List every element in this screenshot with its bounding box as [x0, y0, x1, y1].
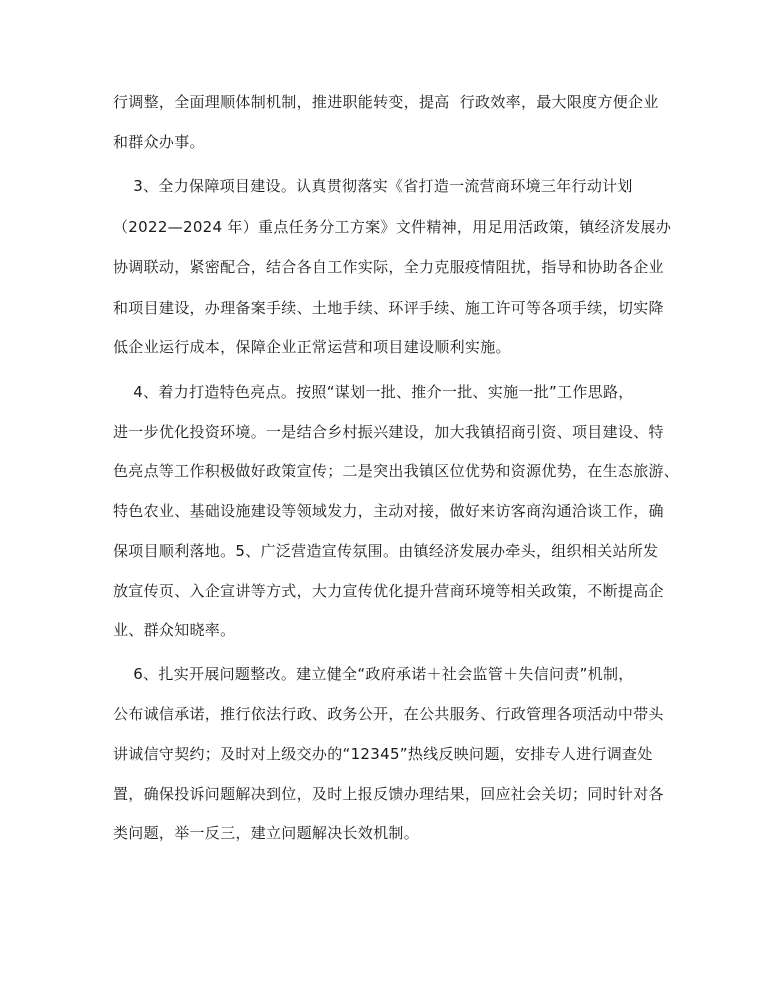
paragraph-line: 进一步优化投资环境。一是结合乡村振兴建设，加大我镇招商引资、项目建设、特	[113, 423, 664, 441]
paragraph-line: 3、全力保障项目建设。认真贯彻落实《省打造一流营商环境三年行动计划	[113, 177, 633, 195]
paragraph-line: 低企业运行成本，保障企业正常运营和项目建设顺利实施。	[113, 338, 511, 356]
paragraph-line: 行调整，全面理顺体制机制，推进职能转变，提高 行政效率，最大限度方便企业	[113, 93, 659, 111]
paragraph-line: 6、扎实开展问题整改。建立健全“政府承诺＋社会监管＋失信问责”机制，	[113, 665, 634, 683]
paragraph-line: 色亮点等工作积极做好政策宣传；二是突出我镇区位优势和资源优势，在生态旅游、	[113, 462, 680, 480]
paragraph-line: （2022—2024 年）重点任务分工方案》文件精神，用足用活政策，镇经济发展办	[113, 218, 672, 236]
paragraph-line: 4、着力打造特色亮点。按照“谋划一批、推介一批、实施一批”工作思路，	[113, 383, 634, 401]
paragraph-line: 业、群众知晓率。	[113, 621, 236, 639]
paragraph-line: 保项目顺利落地。5、广泛营造宣传氛围。由镇经济发展办牵头，组织相关站所发	[113, 542, 659, 560]
paragraph-line: 放宣传页、入企宣讲等方式，大力宣传优化提升营商环境等相关政策，不断提高企	[113, 582, 664, 600]
paragraph-line: 讲诚信守契约；及时对上级交办的“12345”热线反映问题，安排专人进行调查处	[113, 745, 653, 763]
paragraph-line: 置，确保投诉问题解决到位，及时上报反馈办理结果，回应社会关切；同时针对各	[113, 785, 664, 803]
paragraph-line: 类问题，举一反三，建立问题解决长效机制。	[113, 824, 420, 842]
paragraph-line: 公布诚信承诺，推行依法行政、政务公开，在公共服务、行政管理各项活动中带头	[113, 705, 664, 723]
paragraph-line: 和项目建设，办理备案手续、土地手续、环评手续、施工许可等各项手续，切实降	[113, 299, 664, 317]
paragraph-line: 特色农业、基础设施建设等领域发力，主动对接，做好来访客商沟通洽谈工作，确	[113, 502, 664, 520]
paragraph-line: 协调联动，紧密配合，结合各自工作实际，全力克服疫情阻扰，指导和协助各企业	[113, 258, 664, 276]
paragraph-line: 和群众办事。	[113, 133, 205, 151]
